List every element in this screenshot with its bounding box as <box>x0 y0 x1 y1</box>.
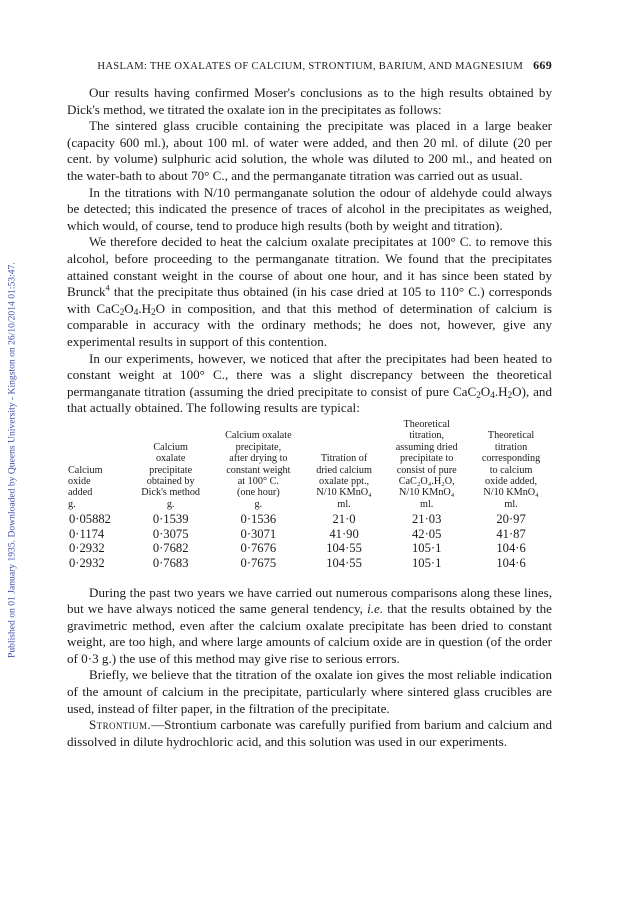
table-cell: 21·0 <box>332 512 356 527</box>
table-cell: 104·6 <box>496 555 526 570</box>
table-cell: 0·3075 <box>152 526 189 541</box>
header-line: Theoretical <box>487 430 535 442</box>
header-line: Calcium <box>68 464 103 476</box>
paragraph-8: Strontium.—Strontium carbonate was carefully purified from barium and calcium and dissolved in dilute hydrochloric acid, and this solution was used in our experiments. <box>67 717 552 749</box>
page-body <box>67 58 552 750</box>
section-heading-strontium: Strontium. <box>89 717 152 733</box>
paragraph-2: The sintered glass crucible containing the precipitate was placed in a large beaker (capacity 600 ml.), about 100 ml. of water were added, and then 20 ml. of dilute (20 per cent. by volume) sulphuric acid solution, the whole was diluted to 200 ml., and heated on the water-bath to about 70° C., and the permanganate titration was carried out as usual. <box>67 118 552 183</box>
table-cell: 0·7676 <box>240 541 277 556</box>
paragraph-4: We therefore decided to heat the calcium oxalate precipitates at 100° C. to remove this alcohol, before proceeding to the permanganate titration. We found that the precipitates attained constant weight in the course of about one hour, and it has since been stated by Brunck$^4$ that the precipitate thus obtained (in his case dried at 105 to 110° C.) corresponds with $CaC_2O_4.H_2O$ in composition, and that this method of determination of calcium is comparable in accuracy with the ordinary methods; he does not, however, give any experimental results in support of this contention. <box>67 234 552 349</box>
header-line: Titration of <box>320 453 368 465</box>
table-header-row <box>67 419 552 512</box>
header-line: assuming dried <box>395 441 458 453</box>
header-line: titration, <box>409 430 445 442</box>
header-line: obtained by <box>146 475 195 487</box>
header-line: precipitate, <box>235 441 282 453</box>
header-line: oxalate <box>155 453 186 465</box>
paragraph-7: Briefly, we believe that the titration of the oxalate ion gives the most reliable indication of the amount of calcium in the precipitate, particularly where sintered glass crucibles are used, instead of filter paper, in the filtration of the precipitate. <box>67 667 552 716</box>
table-header-cell <box>129 419 211 512</box>
table-header-cell <box>305 419 383 512</box>
header-line: (one hour) <box>237 487 280 499</box>
header-line: N/10 KMnO₄ <box>399 487 455 499</box>
header-line: constant weight <box>226 464 291 476</box>
header-line: at 100° C. <box>237 475 279 487</box>
table-header-cell <box>383 419 470 512</box>
table-row <box>67 512 552 527</box>
table-header-cell <box>67 419 129 512</box>
paragraph-6: During the past two years we have carried out numerous comparisons along these lines, but we have always noticed the same general tendency, i.e. that the results obtained by the gravimetric method, even after the calcium oxalate precipitate has been dried to constant weight, are too high, and where large amounts of calcium oxide are in question (of the order of 0·3 g.) the use of this method may give rise to serious errors. <box>67 584 552 666</box>
header-line: corresponding <box>481 453 541 465</box>
header-line: added <box>68 487 93 499</box>
header-line: oxide <box>68 475 91 487</box>
table-row <box>67 556 552 571</box>
table-cell: 104·55 <box>326 541 362 556</box>
header-line: N/10 KMnO₄ <box>483 487 539 499</box>
header-line: Calcium <box>153 441 188 453</box>
header-line: g. <box>254 498 263 510</box>
table-cell: 42·05 <box>411 526 442 541</box>
header-line: precipitate <box>149 464 193 476</box>
header-line: g. <box>68 498 76 510</box>
header-line: oxide added, <box>485 475 538 487</box>
header-line: oxalate ppt., <box>319 475 370 487</box>
table-cell: 0·05882 <box>69 512 111 527</box>
header-line: g. <box>166 498 175 510</box>
table-cell: 0·7683 <box>152 555 189 570</box>
table-cell: 0·1536 <box>240 512 277 527</box>
header-line: CaC₂O₄.H₂O, <box>398 475 455 487</box>
table-cell: 0·2932 <box>69 555 105 570</box>
paragraph-3: In the titrations with N/10 permanganate solution the odour of aldehyde could always be detected; this indicated the presence of traces of alcohol in the precipitates as weighed, which would, of course, tend to produce high results (both by weight and titration). <box>67 184 552 233</box>
header-line: precipitate to <box>399 453 454 465</box>
table-cell: 104·55 <box>326 555 362 570</box>
table-row <box>67 541 552 556</box>
table-cell: 20·97 <box>496 512 526 527</box>
table-cell: 0·1174 <box>69 526 105 541</box>
paragraph-5: In our experiments, however, we noticed that after the precipitates had been heated to constant weight at 100° C., there was a slight discrepancy between the theoretical permanganate titration (assuming the dried precipitate to consist of pure $CaC_2O_4.H_2O$), and that actually obtained. The following results are typical: <box>67 350 552 416</box>
header-line: ml. <box>337 498 351 510</box>
header-line: ml. <box>420 498 434 510</box>
running-header <box>67 58 552 73</box>
table-cell: 105·1 <box>411 541 442 556</box>
running-title: HASLAM: THE OXALATES OF CALCIUM, STRONTIUM, BARIUM, AND MAGNESIUM <box>97 61 524 72</box>
header-line: titration <box>494 441 528 453</box>
table-cell: 21·03 <box>411 512 442 527</box>
table-cell: 0·3071 <box>240 526 277 541</box>
header-line: Theoretical <box>403 418 450 430</box>
header-line: after drying to <box>229 453 288 465</box>
results-table <box>67 419 552 571</box>
header-line: consist of pure <box>396 464 457 476</box>
table-cell: 0·7675 <box>240 555 277 570</box>
table-cell: 104·6 <box>496 541 526 556</box>
download-watermark: Published on 01 January 1935. Downloaded by Queens University - Kingston on 26/10/2014 01:53:47. <box>6 262 18 658</box>
header-line: to calcium <box>489 464 533 476</box>
table-cell: 0·1539 <box>152 512 189 527</box>
header-line: Calcium oxalate <box>225 430 292 442</box>
page-number: 669 <box>533 58 552 72</box>
table-header-cell <box>212 419 305 512</box>
header-line: dried calcium <box>316 464 372 476</box>
table-header-cell <box>470 419 552 512</box>
table-body <box>67 512 552 570</box>
header-line: Dick's method <box>141 487 201 499</box>
table-cell: 105·1 <box>411 555 442 570</box>
table-cell: 41·87 <box>496 526 526 541</box>
table-cell: 0·2932 <box>69 541 105 556</box>
header-line: ml. <box>504 498 518 510</box>
results-table-wrapper <box>67 419 552 571</box>
header-line: N/10 KMnO₄ <box>316 487 372 499</box>
table-cell: 41·90 <box>329 526 359 541</box>
paragraph-1: Our results having confirmed Moser's conclusions as to the high results obtained by Dick's method, we titrated the oxalate ion in the precipitates as follows: <box>67 85 552 117</box>
table-row <box>67 527 552 542</box>
table-cell: 0·7682 <box>152 541 189 556</box>
